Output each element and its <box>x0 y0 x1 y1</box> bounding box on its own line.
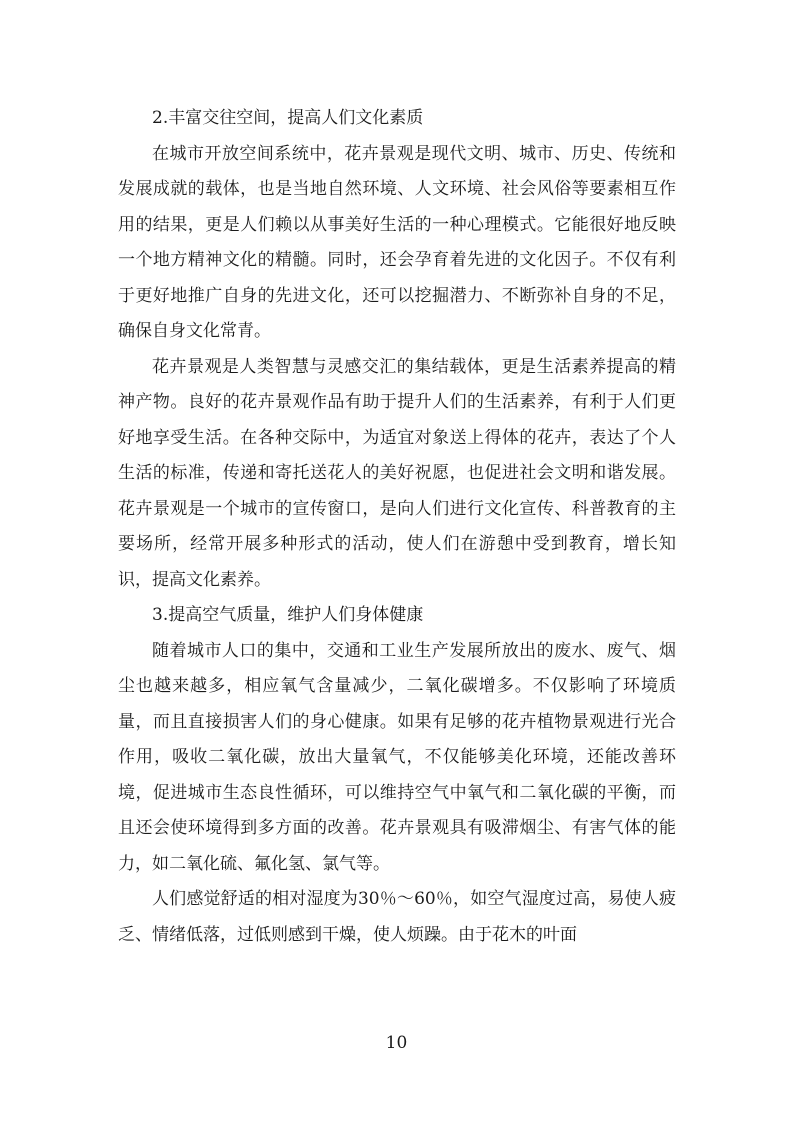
paragraph: 花卉景观是人类智慧与灵感交汇的集结载体，更是生活素养提高的精神产物。良好的花卉景观作品有助于提升人们的生活素养，有利于人们更好地享受生活。在各种交际中，为适宜对象送上得体的花卉，表达了个人生活的标准，传递和寄托送花人的美好祝愿，也促进社会文明和谐发展。花卉景观是一个城市的宣传窗口，是向人们进行文化宣传、科普教育的主要场所，经常开展多种形式的活动，使人们在游憩中受到教育，增长知识，提高文化素养。 <box>118 356 676 590</box>
paragraph: 人们感觉舒适的相对湿度为30％～60％，如空气湿度过高，易使人疲乏、情绪低落，过低则感到干燥，使人烦躁。由于花木的叶面 <box>118 889 676 945</box>
body-text <box>118 101 676 953</box>
paragraph: 在城市开放空间系统中，花卉景观是现代文明、城市、历史、传统和发展成就的载体，也是当地自然环境、人文环境、社会风俗等要素相互作用的结果，更是人们赖以从事美好生活的一种心理模式。它能很好地反映一个地方精神文化的精髓。同时，还会孕育着先进的文化因子。不仅有利于更好地推广自身的先进文化，还可以挖掘潜力、不断弥补自身的不足，确保自身文化常青。 <box>118 143 676 341</box>
section-heading-2: 2.丰富交往空间，提高人们文化素质 <box>152 108 424 128</box>
paragraph: 随着城市人口的集中，交通和工业生产发展所放出的废水、废气、烟尘也越来越多，相应氧气含量减少，二氧化碳增多。不仅影响了环境质量，而且直接损害人们的身心健康。如果有足够的花卉植物景观进行光合作用，吸收二氧化碳，放出大量氧气，不仅能够美化环境，还能改善环境，促进城市生态良性循环，可以维持空气中氧气和二氧化碳的平衡，而且还会使环境得到多方面的改善。花卉景观具有吸滞烟尘、有害气体的能力，如二氧化硫、氟化氢、氯气等。 <box>118 640 676 874</box>
page-number: 10 <box>385 1033 408 1053</box>
section-heading-3: 3.提高空气质量，维护人们身体健康 <box>152 605 424 625</box>
